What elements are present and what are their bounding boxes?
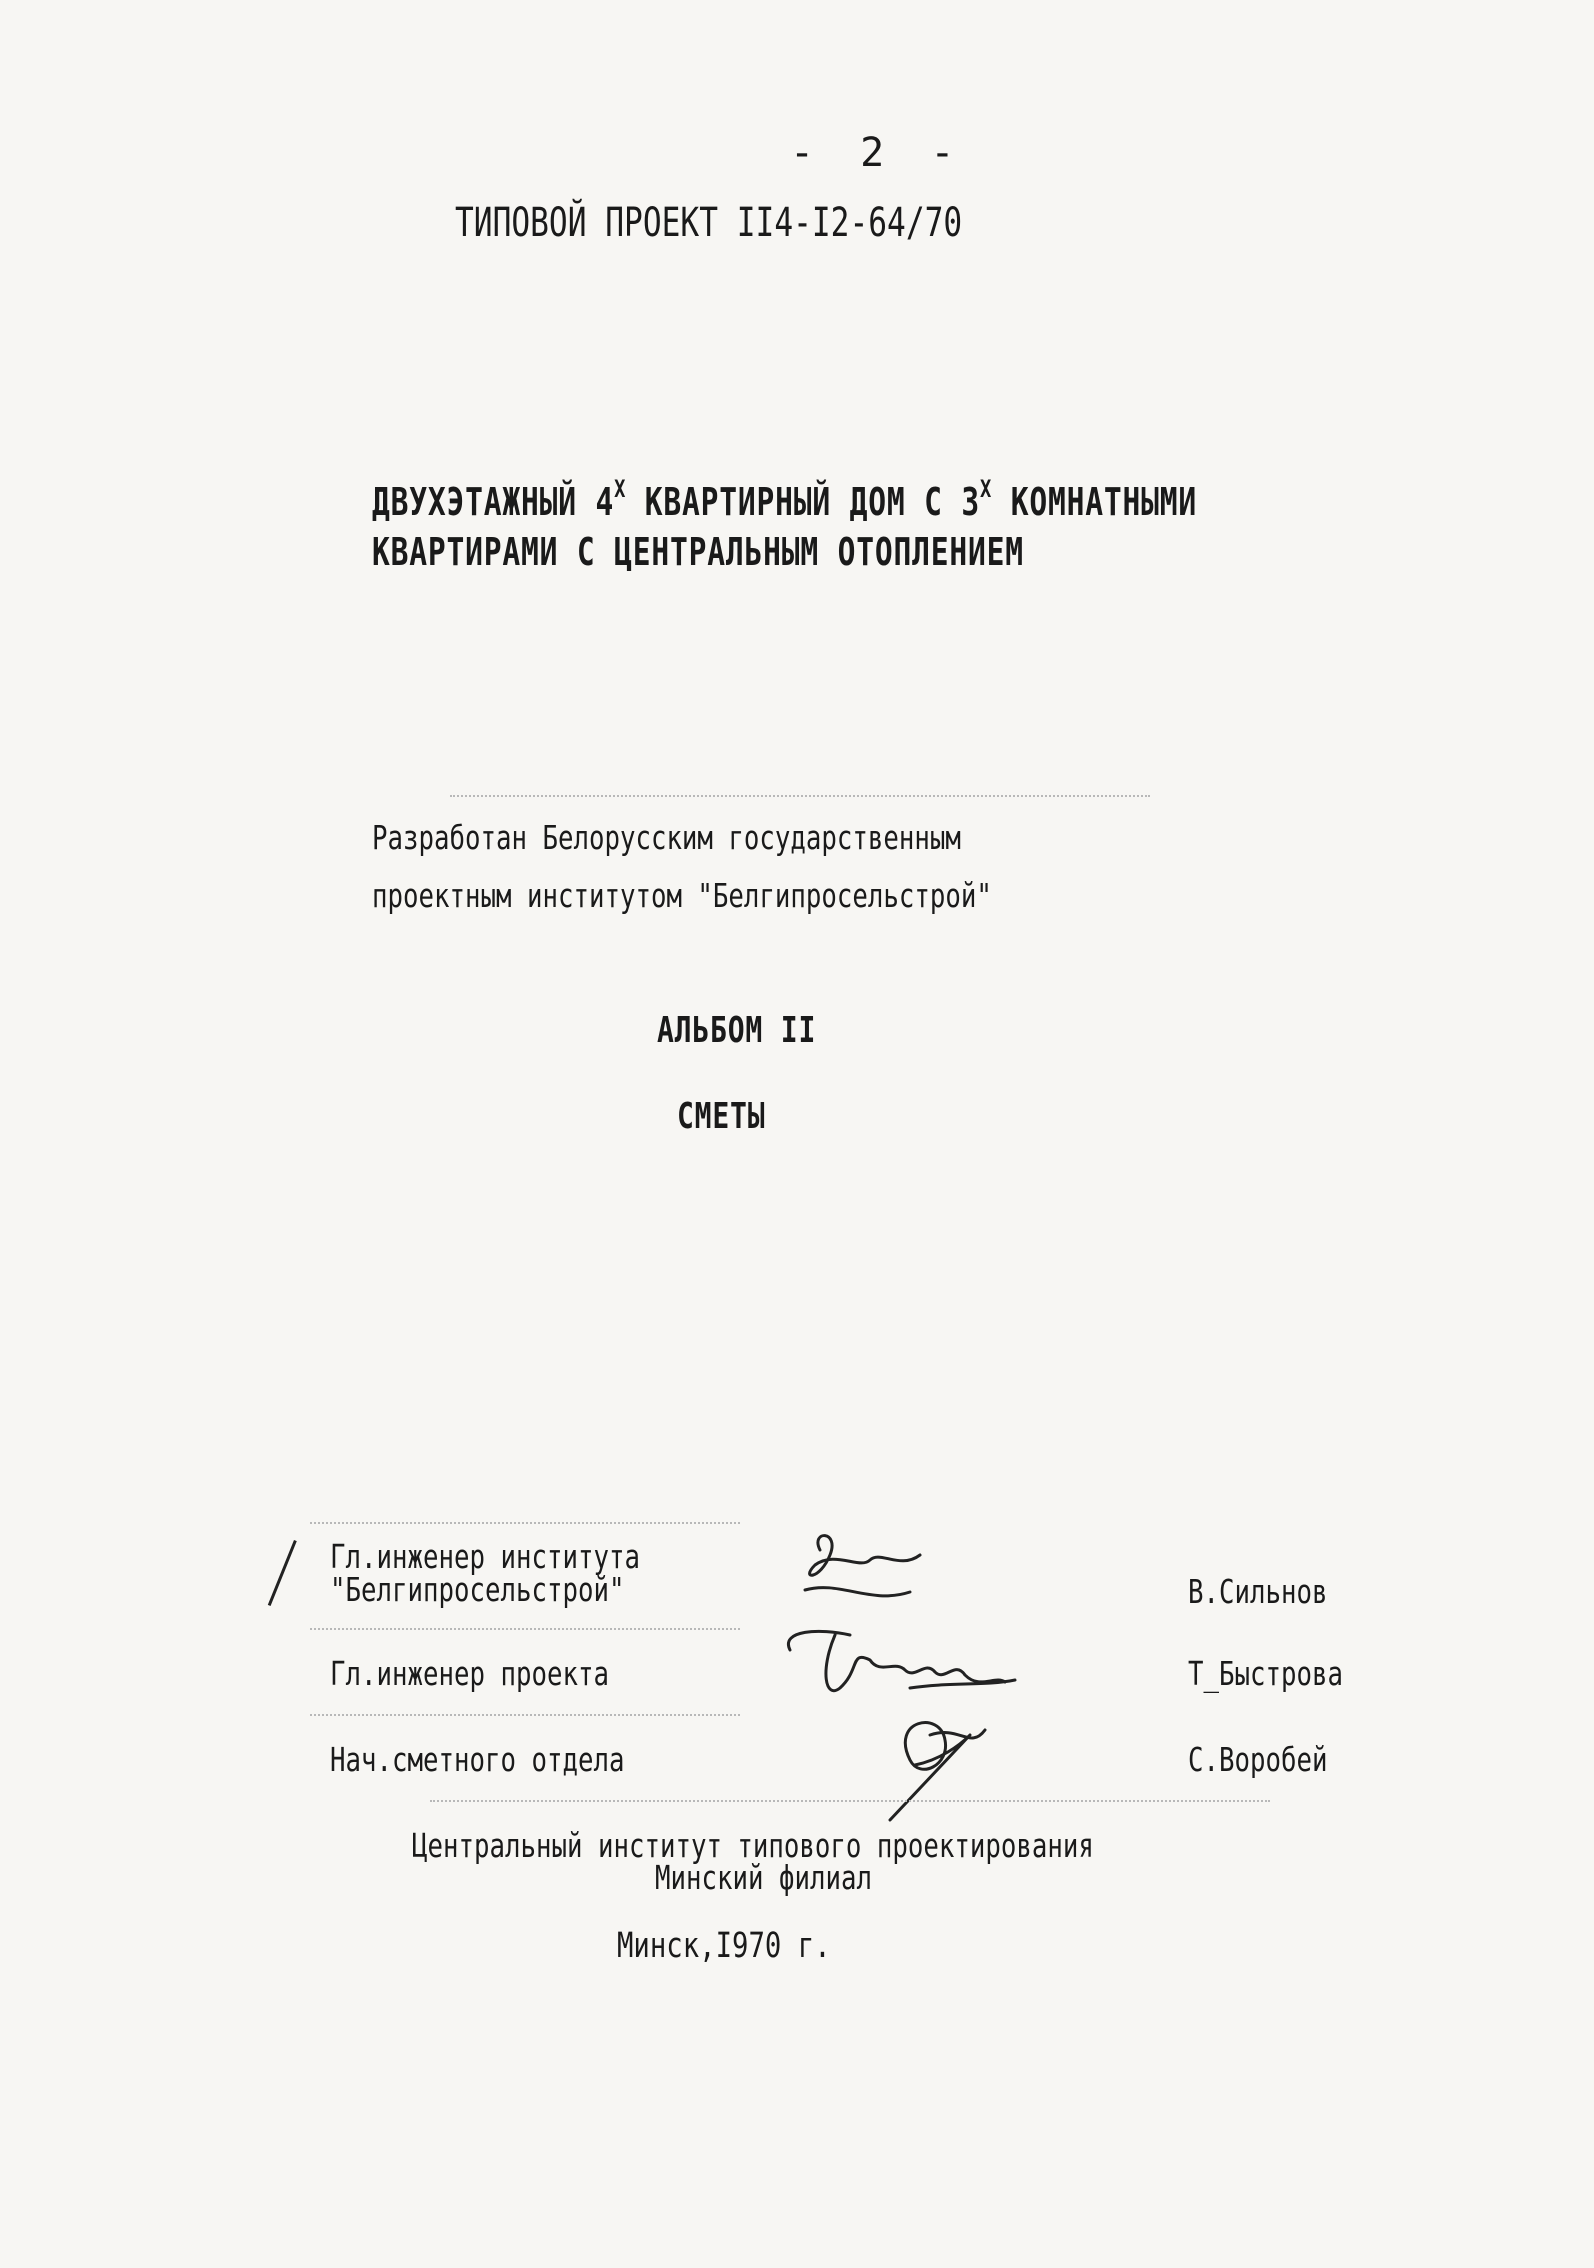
signatory-name-3: С.Воробей: [1188, 1740, 1328, 1779]
title-line-2: КВАРТИРАМИ С ЦЕНТРАЛЬНЫМ ОТОПЛЕНИЕМ: [372, 530, 1024, 574]
divider: [450, 795, 1150, 797]
signatory-role-3: Нач.сметного отдела: [330, 1740, 625, 1779]
signatory-role-2: Гл.инженер проекта: [330, 1654, 609, 1693]
album-label: АЛЬБОМ II: [657, 1010, 817, 1051]
signatory-role-1: Гл.инженер института: [330, 1537, 640, 1576]
signatory-name-1: В.Сильнов: [1188, 1572, 1328, 1611]
developer-line-1: Разработан Белорусским государственным: [372, 818, 961, 857]
signatory-name-2: Т_Быстрова: [1188, 1654, 1343, 1693]
signatory-role-1-org: "Белгипросельстрой": [330, 1570, 625, 1609]
institute-line-1: Центральный институт типового проектирования: [412, 1826, 1094, 1865]
handwritten-signatures: [760, 1510, 1120, 1830]
margin-mark: [268, 1540, 297, 1606]
signature-2-underline: [910, 1680, 1015, 1688]
divider: [430, 1800, 1270, 1802]
divider: [310, 1522, 740, 1524]
signature-1-flourish: [805, 1588, 910, 1596]
title-line-1: ДВУХЭТАЖНЫЙ $4^X$ КВАРТИРНЫЙ ДОМ С $3^X$ КОМНАТНЫМИ: [372, 475, 1197, 524]
institute-line-2: Минский филиал: [655, 1858, 872, 1897]
signature-3: [890, 1723, 985, 1820]
page-number: - 2 -: [790, 130, 955, 176]
developer-line-2: проектным институтом "Белгипросельстрой": [372, 876, 992, 915]
divider: [310, 1714, 740, 1716]
divider: [310, 1628, 740, 1630]
project-number: ТИПОВОЙ ПРОЕКТ II4-I2-64/70: [455, 200, 963, 246]
section-label: СМЕТЫ: [677, 1096, 766, 1137]
signature-1: [810, 1536, 920, 1576]
city-year: Минск,I970 г.: [617, 1926, 831, 1966]
signature-2: [788, 1631, 1005, 1690]
